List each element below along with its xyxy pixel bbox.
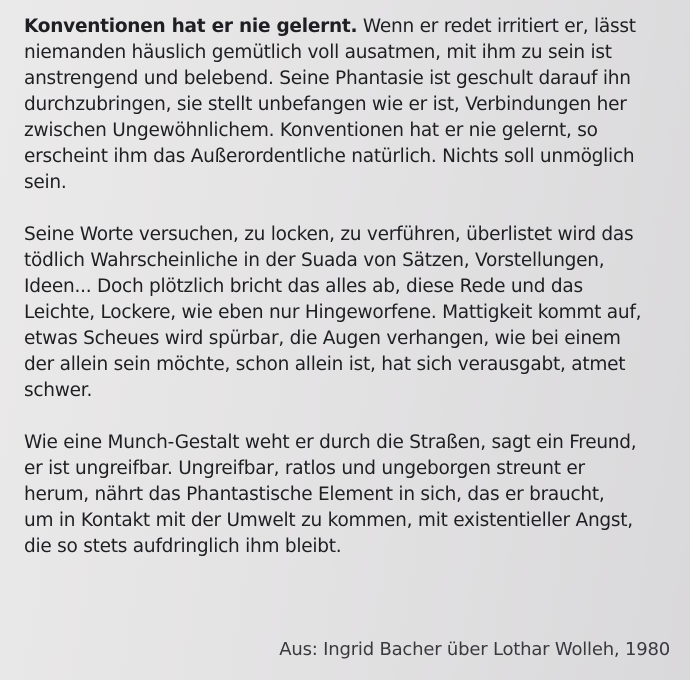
paragraph-1-line-2: niemanden häuslich gemütlich voll ausatmen, mit ihm zu sein ist [24,42,612,63]
paragraph-2-line-5: etwas Scheues wird spürbar, die Augen verhangen, wie bei einem [24,328,621,349]
paragraph-1-line-5: zwischen Ungewöhnlichem. Konventionen hat er nie gelernt, so [24,120,598,141]
source-attribution: Aus: Ingrid Bacher über Lothar Wolleh, 1980 [279,639,670,660]
paragraph-1-line-1 [24,14,676,40]
paragraph-2 [24,222,676,404]
paragraph-1-line-1-rest: Wenn er redet irritiert er, lässt [357,16,636,37]
paragraph-2-line-1: Seine Worte versuchen, zu locken, zu verführen, überlistet wird das [24,224,634,245]
lead-sentence: Konventionen hat er nie gelernt. [24,16,358,37]
paragraph-2-line-2: tödlich Wahrscheinliche in der Suada von Sätzen, Vorstellungen, [24,250,605,271]
paragraph-3 [24,430,676,560]
paragraph-1 [24,14,676,196]
paragraph-1-line-4: durchzubringen, sie stellt unbefangen wie er ist, Verbindungen her [24,94,627,115]
paragraph-2-line-4: Leichte, Lockere, wie eben nur Hingeworfene. Mattigkeit kommt auf, [24,302,642,323]
paragraph-3-line-4: um in Kontakt mit der Umwelt zu kommen, mit existentieller Angst, [24,510,633,531]
paragraph-3-line-1: Wie eine Munch-Gestalt weht er durch die Straßen, sagt ein Freund, [24,432,637,453]
paragraph-3-line-5: die so stets aufdringlich ihm bleibt. [24,536,342,557]
paragraph-1-line-7: sein. [24,172,67,193]
paragraph-3-line-3: herum, nährt das Phantastische Element in sich, das er braucht, [24,484,605,505]
paragraph-1-line-6: erscheint ihm das Außerordentliche natürlich. Nichts soll unmöglich [24,146,635,167]
quote-panel [24,14,676,560]
paragraph-1-line-3: anstrengend und belebend. Seine Phantasie ist geschult darauf ihn [24,68,631,89]
paragraph-2-line-6: der allein sein möchte, schon allein ist, hat sich verausgabt, atmet [24,354,626,375]
paragraph-3-line-2: er ist ungreifbar. Ungreifbar, ratlos und ungeborgen streunt er [24,458,585,479]
paragraph-2-line-3: Ideen... Doch plötzlich bricht das alles ab, diese Rede und das [24,276,583,297]
paragraph-2-line-7: schwer. [24,380,93,401]
